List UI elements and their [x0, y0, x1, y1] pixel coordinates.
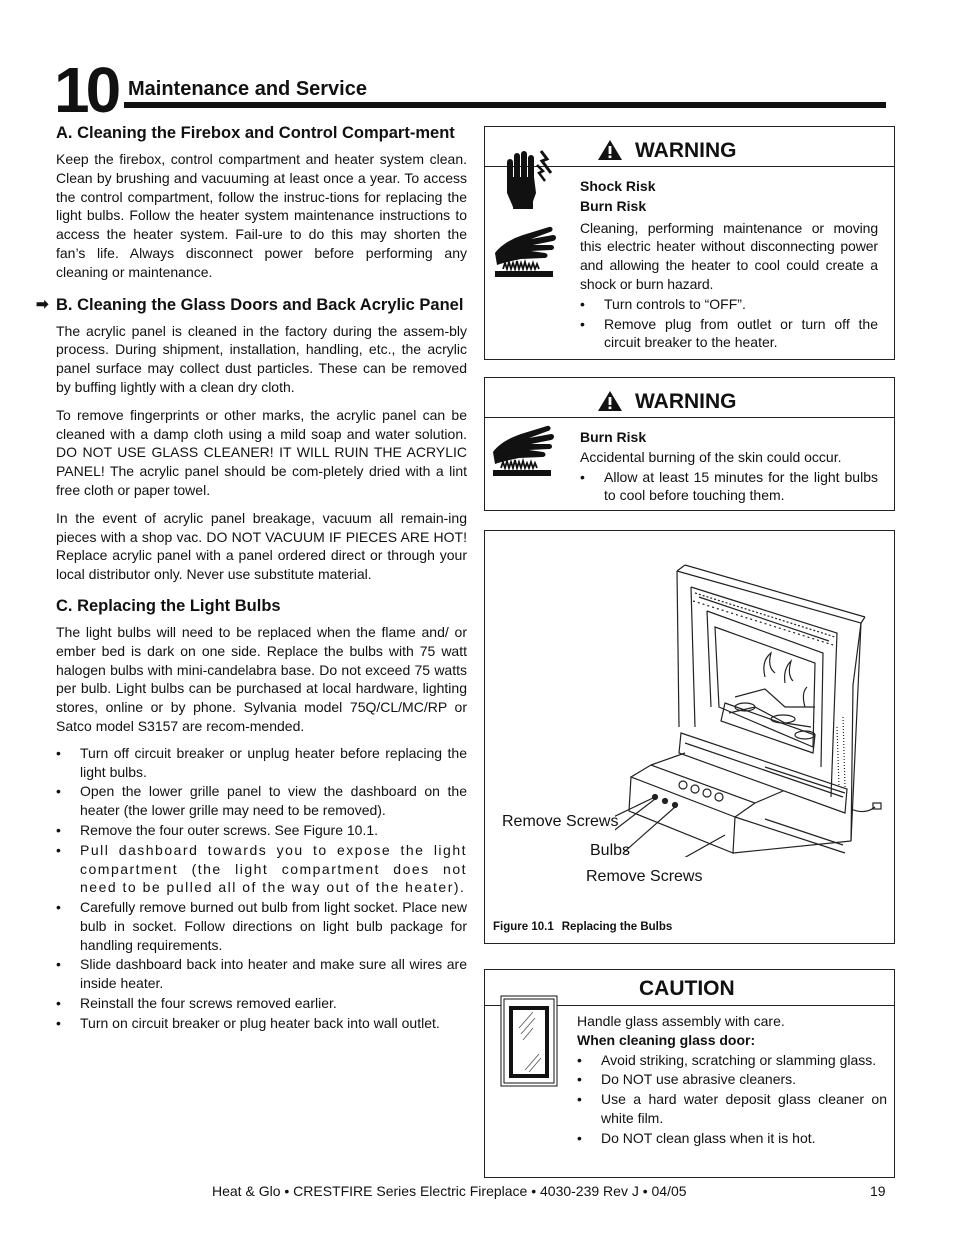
figure-label-remove-screws: Remove Screws	[586, 868, 703, 885]
risk-label: Shock Risk	[580, 178, 656, 194]
section-b-heading-wrap	[36, 294, 467, 316]
list-item: • Do NOT use abrasive cleaners.	[577, 1070, 887, 1089]
section-a-heading: A. Cleaning the Firebox and Control Compart-ment	[56, 124, 455, 142]
figure-label-bulbs: Bulbs	[590, 842, 631, 859]
warning-box-shock-burn	[484, 126, 895, 360]
list-item: • Allow at least 15 minutes for the light bulbs to cool before touching them.	[580, 468, 878, 506]
list-item: • Turn controls to “OFF”.	[580, 295, 878, 314]
warning-title: WARNING	[635, 390, 737, 413]
fireplace-illustration	[615, 557, 895, 857]
list-item: • Use a hard water deposit glass cleaner on white film.	[577, 1090, 887, 1128]
list-item: • Avoid striking, scratching or slamming glass.	[577, 1051, 887, 1070]
burning-hand-icon	[489, 422, 555, 484]
warning-box-burn	[484, 377, 895, 511]
warning-triangle-icon	[597, 390, 623, 412]
figure-caption-text: Replacing the Bulbs	[561, 921, 673, 933]
section-c-bullets	[56, 744, 467, 1033]
list-item: • Pull dashboard towards you to expose the light compartment (the light compartment does not need to be pulled all of the way out of the heater).	[56, 841, 467, 897]
chapter-rule	[124, 102, 886, 108]
list-item: • Reinstall the four screws removed earlier.	[56, 994, 467, 1013]
warning-text: Accidental burning of the skin could occur.	[580, 448, 842, 465]
section-b-paragraph: To remove fingerprints or other marks, the acrylic panel can be cleaned with a damp cloth using a mild soap and water solution. DO NOT USE GLASS CLEANER! IT WILL RUIN THE ACRYLIC PANEL! The acrylic panel should be com-pletely dried with a lint free cloth or paper towel.	[56, 406, 467, 498]
risk-label: Burn Risk	[580, 197, 647, 214]
risk-label: Burn Risk	[580, 429, 647, 445]
caution-text: Handle glass assembly with care.	[577, 1013, 785, 1029]
list-item: • Do NOT clean glass when it is hot.	[577, 1129, 887, 1148]
chapter-number: 10	[54, 54, 118, 126]
warning-bullets	[580, 468, 878, 506]
figure-label-remove-screws: Remove Screws	[502, 813, 619, 830]
section-b-heading: B. Cleaning the Glass Doors and Back Acrylic Panel	[56, 295, 464, 314]
burning-hand-icon	[491, 223, 557, 285]
section-c-paragraph: The light bulbs will need to be replaced when the flame and/ or ember bed is dark on one side. Replace the bulbs with 75 watt halogen bulbs with mini-candelabra base. Do not exceed 75 watts per bulb. Light bulbs can be purchased at local hardware, lighting stores, online or by phone. Sylvania model 75Q/CL/MC/RP or Satco model S3157 are recom-mended.	[56, 623, 467, 734]
section-c-heading: C. Replacing the Light Bulbs	[56, 596, 281, 615]
warning-header	[485, 378, 894, 418]
list-item: • Remove the four outer screws. See Figure 10.1.	[56, 821, 467, 840]
warning-body	[580, 177, 878, 352]
warning-text: Cleaning, performing maintenance or moving this electric heater without disconnecting power and allowing the heater to cool could create a shock or burn hazard.	[580, 219, 878, 292]
caution-body	[577, 1012, 887, 1148]
warning-bullets	[580, 295, 878, 352]
glass-door-icon	[499, 994, 561, 1090]
figure-caption-number: Figure 10.1	[493, 921, 554, 933]
caution-subhead: When cleaning glass door:	[577, 1031, 756, 1048]
caution-title: CAUTION	[639, 977, 735, 1000]
arrow-right-icon: ➡	[36, 295, 49, 313]
section-b-paragraph: The acrylic panel is cleaned in the factory during the assem-bly process. During shipment, installation, handling, etc., the acrylic panel surface may collect dust particles. These can be removed by buffing lightly with a clean dry cloth.	[56, 322, 467, 395]
list-item: • Open the lower grille panel to view the dashboard on the heater (the lower grille may need to be removed).	[56, 782, 467, 820]
list-item: • Carefully remove burned out bulb from light socket. Place new bulb in socket. Follow directions on light bulb package for handling requirements.	[56, 898, 467, 954]
caution-bullets	[577, 1051, 887, 1148]
left-column	[36, 122, 467, 1034]
page-number: 19	[870, 1183, 886, 1199]
chapter-title: Maintenance and Service	[128, 78, 367, 100]
list-item: • Slide dashboard back into heater and make sure all wires are inside heater.	[56, 955, 467, 993]
list-item: • Turn off circuit breaker or unplug heater before replacing the light bulbs.	[56, 744, 467, 782]
section-b-paragraph: In the event of acrylic panel breakage, vacuum all remain-ing pieces with a shop vac. DO NOT VACUUM IF PIECES ARE HOT! Replace acrylic panel with a panel ordered direct or through your local distributor only. Never use substitute material.	[56, 509, 467, 583]
list-item: • Remove plug from outlet or turn off the circuit breaker to the heater.	[580, 315, 878, 353]
warning-body	[580, 428, 878, 505]
warning-triangle-icon	[597, 139, 623, 161]
footer-text: Heat & Glo • CRESTFIRE Series Electric Fireplace • 4030-239 Rev J • 04/05	[212, 1183, 687, 1199]
warning-title: WARNING	[635, 139, 737, 162]
caution-box	[484, 969, 895, 1178]
electric-shock-hand-icon	[503, 149, 555, 211]
list-item: • Turn on circuit breaker or plug heater back into wall outlet.	[56, 1014, 467, 1033]
section-a-paragraph: Keep the firebox, control compartment and heater system clean. Clean by brushing and vacuuming at least once a year. To access the control compartment, follow the instruc-tions for replacing the light bulbs. Follow the heater system maintenance instructions to access the heater system. Fail-ure to do this may shorten the fan’s life. Always disconnect power before performing any cleaning or maintenance.	[56, 151, 467, 280]
figure-box	[484, 530, 895, 944]
figure-caption	[493, 921, 672, 933]
